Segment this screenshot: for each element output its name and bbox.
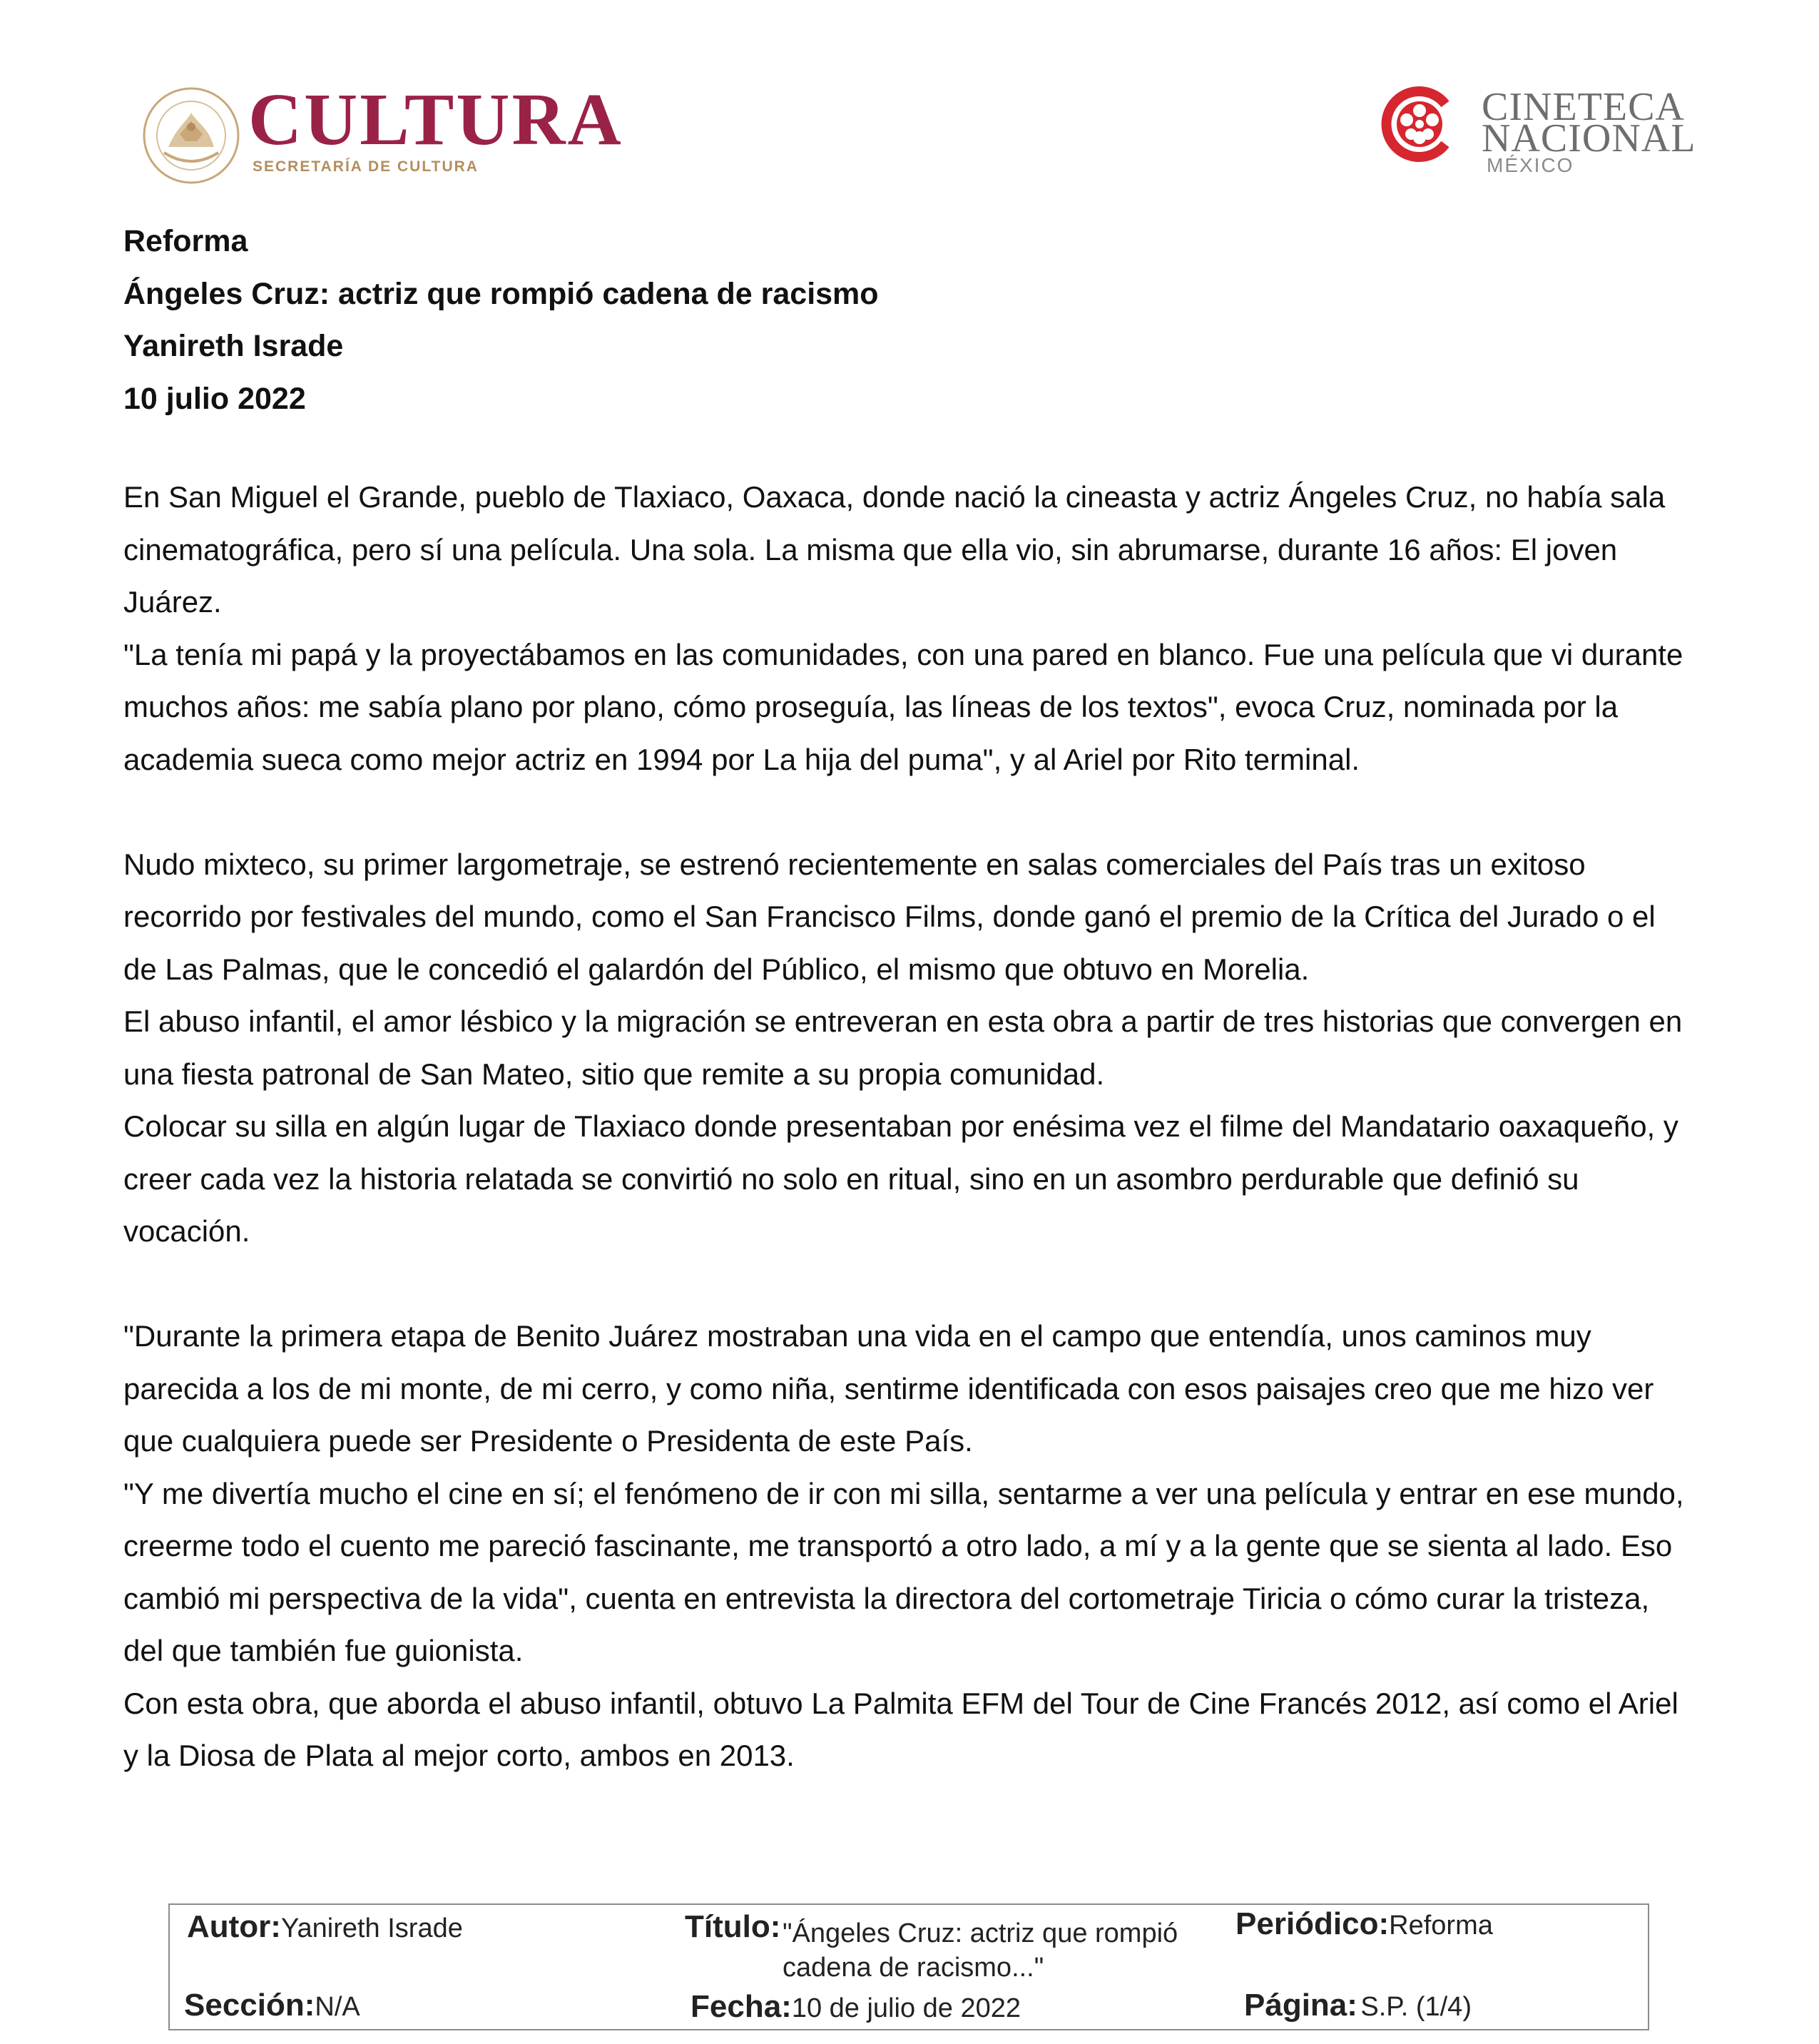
newspaper-value: Reforma: [1389, 1911, 1493, 1941]
brand-subtitle: SECRETARÍA DE CULTURA: [253, 158, 479, 175]
title-label: Título:: [685, 1909, 781, 1944]
page-label: Página:: [1244, 1988, 1357, 2023]
page-cell: [1244, 1988, 1472, 2023]
title-value: "Ángeles Cruz: actriz que rompió cadena de racismo...": [783, 1918, 1178, 1983]
brand-word: CULTURA: [248, 78, 623, 161]
newspaper-label: Periódico:: [1235, 1906, 1390, 1941]
article-source: Reforma: [123, 224, 248, 258]
article-headline: Ángeles Cruz: actriz que rompió cadena de racismo: [123, 276, 879, 311]
section-cell: [184, 1988, 360, 2023]
page-value: S.P. (1/4): [1360, 1992, 1472, 2022]
author-value: Yanireth Israde: [280, 1913, 463, 1943]
partner-name-line2: NACIONAL: [1482, 116, 1696, 161]
partner-name-line1: CINETECA: [1482, 85, 1685, 129]
author-label: Autor:: [187, 1909, 281, 1944]
newspaper-cell: [1235, 1906, 1493, 1942]
paragraph: En San Miguel el Grande, pueblo de Tlaxiaco, Oaxaca, donde nació la cineasta y actriz Ángeles Cruz, no había sala cinematográfica, pero sí una película. Una sola. La misma que ella vio, sin abrumarse, durante 16 años: El joven Juárez.: [123, 480, 1666, 619]
cultura-logo: [140, 78, 625, 184]
cineteca-logo: [1377, 84, 1696, 184]
mexico-seal-icon: [140, 84, 243, 187]
paragraph: Nudo mixteco, su primer largometraje, se estrenó recientemente en salas comerciales del País tras un exitoso recorrido por festivales del mundo, como el San Francisco Films, donde ganó el premio de la Crítica del Jurado o el de Las Palmas, que le concedió el galardón del Público, el mismo que obtuvo en Morelia.: [123, 847, 1656, 986]
film-reel-icon: [1377, 84, 1457, 164]
paragraph: "La tenía mi papá y la proyectábamos en las comunidades, con una pared en blanco. Fue una película que vi durante muchos años: me sabía plano por plano, cómo proseguía, las líneas de los textos", evoca Cruz, nominada por la academia sueca como mejor actriz en 1994 por La hija del puma", y al Ariel por Rito terminal.: [123, 637, 1683, 776]
section-label: Sección:: [184, 1988, 315, 2023]
paragraph: El abuso infantil, el amor lésbico y la migración se entreveran en esta obra a partir de tres historias que convergen en una fiesta patronal de San Mateo, sitio que remite a su propia comunidad.: [123, 1005, 1683, 1091]
title-label-cell: [685, 1909, 780, 1945]
paragraph: "Durante la primera etapa de Benito Juárez mostraban una vida en el campo que entendía, unos caminos muy parecida a los de mi monte, de mi cerro, y como niña, sentirme identificada con esos paisajes creo que me hizo ver que cualquiera puede ser Presidente o Presidenta de este País.: [123, 1319, 1654, 1458]
article-body: [123, 471, 1693, 1782]
partner-country: MÉXICO: [1487, 154, 1574, 176]
paragraph: "Y me divertía mucho el cine en sí; el fenómeno de ir con mi silla, sentarme a ver una película y entrar en ese mundo, creerme todo el cuento me pareció fascinante, me transportó a otro lado, a mí y a la gente que se sienta al lado. Eso cambió mi perspectiva de la vida", cuenta en entrevista la directora del cortometraje Tiricia o cómo curar la tristeza, del que también fue guionista.: [123, 1476, 1684, 1667]
article-meta: [123, 215, 879, 425]
citation-table: [168, 1903, 1649, 2030]
date-label: Fecha:: [691, 1989, 792, 2024]
article-author: Yanireth Israde: [123, 329, 344, 363]
article-date: 10 julio 2022: [123, 381, 306, 416]
author-cell: [187, 1909, 463, 1945]
section-value: N/A: [315, 1992, 360, 2022]
date-value: 10 de julio de 2022: [791, 1993, 1021, 2023]
date-cell: [691, 1989, 1021, 2025]
paragraph: Con esta obra, que aborda el abuso infantil, obtuvo La Palmita EFM del Tour de Cine Francés 2012, así como el Ariel y la Diosa de Plata al mejor corto, ambos en 2013.: [123, 1686, 1678, 1772]
paragraph: Colocar su silla en algún lugar de Tlaxiaco donde presentaban por enésima vez el filme del Mandatario oaxaqueño, y creer cada vez la historia relatada se convirtió no solo en ritual, sino en un asombro perdurable que definió su vocación.: [123, 1109, 1678, 1248]
